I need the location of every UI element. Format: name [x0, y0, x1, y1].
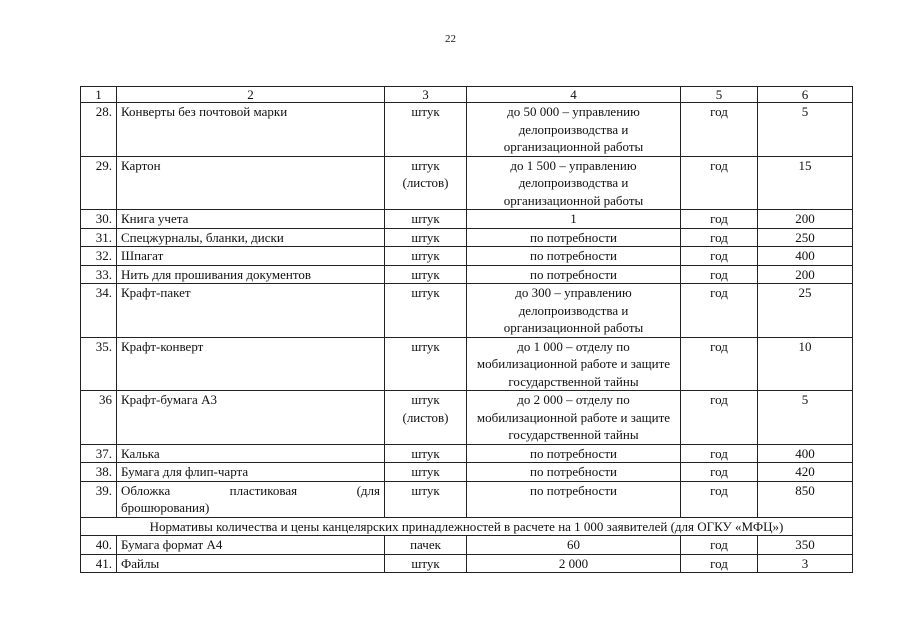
item-limit: 10: [758, 337, 853, 391]
table-row: [81, 103, 853, 157]
row-number: 38.: [81, 463, 117, 482]
item-name: Крафт-бумага А3: [117, 391, 385, 445]
item-name-word: (для: [356, 482, 380, 498]
row-number: 29.: [81, 156, 117, 210]
item-quantity: 1: [467, 210, 681, 229]
item-name: Бумага для флип-чарта: [117, 463, 385, 482]
item-name: Файлы: [117, 554, 385, 573]
item-name: Калька: [117, 444, 385, 463]
item-quantity: до 1 500 – управлению делопроизводства и организационной работы: [467, 156, 681, 210]
row-number: 41.: [81, 554, 117, 573]
item-period: год: [681, 284, 758, 338]
item-name-continuation: брошюрования): [121, 500, 210, 515]
item-unit: штук: [385, 444, 467, 463]
item-name: Спецжурналы, бланки, диски: [117, 228, 385, 247]
item-unit: штук: [385, 210, 467, 229]
item-limit: 25: [758, 284, 853, 338]
item-unit: штук (листов): [385, 391, 467, 445]
item-limit: 420: [758, 463, 853, 482]
item-name: Шпагат: [117, 247, 385, 266]
item-name: [117, 481, 385, 517]
item-limit: 250: [758, 228, 853, 247]
header-cell: 2: [117, 87, 385, 103]
item-period: год: [681, 481, 758, 517]
item-quantity: до 50 000 – управлению делопроизводства и организационной работы: [467, 103, 681, 157]
item-limit: 5: [758, 103, 853, 157]
item-period: год: [681, 391, 758, 445]
item-period: год: [681, 337, 758, 391]
row-number: 37.: [81, 444, 117, 463]
table-row: [81, 228, 853, 247]
item-limit: 200: [758, 265, 853, 284]
item-quantity: 60: [467, 536, 681, 555]
table-row: [81, 247, 853, 266]
header-cell: 1: [81, 87, 117, 103]
table-row: [81, 210, 853, 229]
table-row: [81, 463, 853, 482]
item-name: Бумага формат А4: [117, 536, 385, 555]
item-name: Книга учета: [117, 210, 385, 229]
row-number: 28.: [81, 103, 117, 157]
item-limit: 400: [758, 247, 853, 266]
item-quantity: по потребности: [467, 481, 681, 517]
item-unit: штук: [385, 265, 467, 284]
item-period: год: [681, 210, 758, 229]
item-unit: штук (листов): [385, 156, 467, 210]
row-number: 33.: [81, 265, 117, 284]
item-unit: штук: [385, 103, 467, 157]
table-row: [81, 481, 853, 517]
item-name: Нить для прошивания документов: [117, 265, 385, 284]
item-quantity: по потребности: [467, 247, 681, 266]
row-number: 36: [81, 391, 117, 445]
item-limit: 850: [758, 481, 853, 517]
item-period: год: [681, 228, 758, 247]
row-number: 35.: [81, 337, 117, 391]
item-limit: 3: [758, 554, 853, 573]
header-cell: 6: [758, 87, 853, 103]
item-quantity: по потребности: [467, 228, 681, 247]
item-quantity: до 1 000 – отделу по мобилизационной работе и защите государственной тайны: [467, 337, 681, 391]
item-unit: пачек: [385, 536, 467, 555]
row-number: 39.: [81, 481, 117, 517]
item-quantity: по потребности: [467, 444, 681, 463]
section-heading: Нормативы количества и цены канцелярских принадлежностей в расчете на 1 000 заявителей (для ОГКУ «МФЦ»): [81, 517, 853, 536]
column-number-header-row: [81, 87, 853, 103]
table-row: [81, 536, 853, 555]
item-limit: 200: [758, 210, 853, 229]
row-number: 40.: [81, 536, 117, 555]
table-row: [81, 444, 853, 463]
item-period: год: [681, 554, 758, 573]
table-row: [81, 554, 853, 573]
item-name-justified-line: [121, 482, 380, 500]
item-unit: штук: [385, 284, 467, 338]
item-period: год: [681, 247, 758, 266]
table-row: [81, 337, 853, 391]
header-cell: 4: [467, 87, 681, 103]
item-quantity: 2 000: [467, 554, 681, 573]
table-row: [81, 284, 853, 338]
item-unit: штук: [385, 337, 467, 391]
row-number: 34.: [81, 284, 117, 338]
row-number: 30.: [81, 210, 117, 229]
item-period: год: [681, 444, 758, 463]
header-cell: 3: [385, 87, 467, 103]
item-unit: штук: [385, 554, 467, 573]
item-name-word: Обложка: [121, 482, 171, 498]
page-number: 22: [445, 33, 456, 45]
item-period: год: [681, 265, 758, 284]
table-row: [81, 391, 853, 445]
row-number: 32.: [81, 247, 117, 266]
item-name: Крафт-конверт: [117, 337, 385, 391]
item-unit: штук: [385, 247, 467, 266]
row-number: 31.: [81, 228, 117, 247]
item-period: год: [681, 536, 758, 555]
item-unit: штук: [385, 463, 467, 482]
item-name: Картон: [117, 156, 385, 210]
item-name: Крафт-пакет: [117, 284, 385, 338]
stationery-norms-table: [80, 86, 853, 573]
item-name: Конверты без почтовой марки: [117, 103, 385, 157]
item-quantity: по потребности: [467, 463, 681, 482]
table-row: [81, 265, 853, 284]
item-period: год: [681, 156, 758, 210]
item-period: год: [681, 103, 758, 157]
item-unit: штук: [385, 228, 467, 247]
item-limit: 350: [758, 536, 853, 555]
item-period: год: [681, 463, 758, 482]
item-name-word: пластиковая: [229, 482, 298, 498]
item-quantity: по потребности: [467, 265, 681, 284]
section-heading-row: [81, 517, 853, 536]
item-quantity: до 300 – управлению делопроизводства и организационной работы: [467, 284, 681, 338]
item-limit: 15: [758, 156, 853, 210]
item-limit: 5: [758, 391, 853, 445]
item-limit: 400: [758, 444, 853, 463]
item-unit: штук: [385, 481, 467, 517]
table-row: [81, 156, 853, 210]
item-quantity: до 2 000 – отделу по мобилизационной работе и защите государственной тайны: [467, 391, 681, 445]
header-cell: 5: [681, 87, 758, 103]
